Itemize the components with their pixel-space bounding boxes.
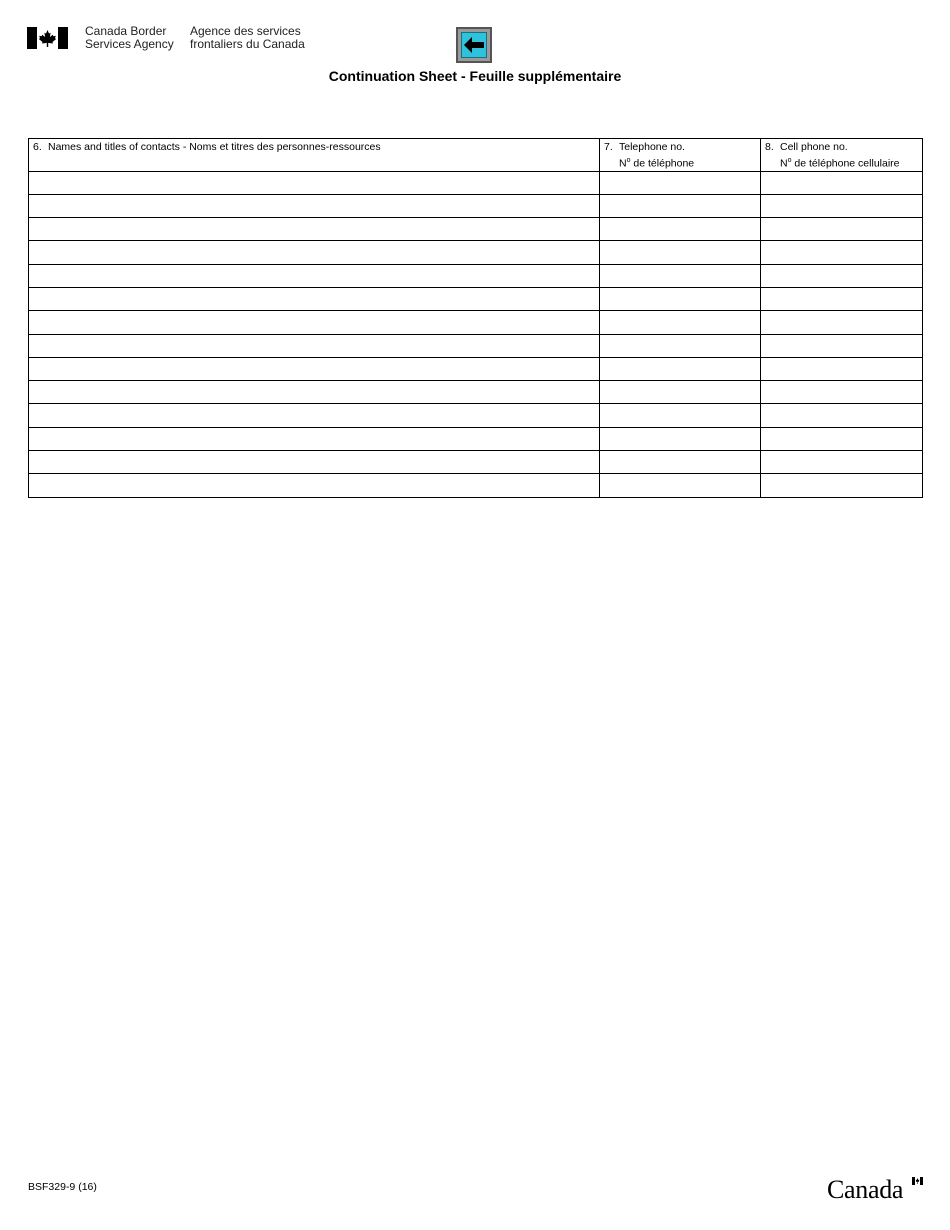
telephone-input[interactable]: [600, 428, 760, 450]
contact-name-input[interactable]: [29, 358, 599, 380]
table-cell: [29, 474, 600, 497]
contacts-table-body: [29, 171, 923, 497]
table-cell: [29, 218, 600, 241]
cell-phone-input[interactable]: [761, 288, 922, 310]
table-cell: [29, 264, 600, 287]
contact-name-input[interactable]: [29, 288, 599, 310]
table-row: [29, 357, 923, 380]
table-cell: [761, 381, 923, 404]
telephone-input[interactable]: [600, 172, 760, 194]
table-cell: [761, 334, 923, 357]
cell-phone-input[interactable]: [761, 241, 922, 263]
table-cell: [761, 287, 923, 310]
table-row: [29, 381, 923, 404]
cell-phone-input[interactable]: [761, 451, 922, 473]
telephone-input[interactable]: [600, 474, 760, 496]
table-cell: [600, 311, 761, 334]
agency-name-english: Canada Border Services Agency: [85, 24, 174, 51]
table-cell: [29, 381, 600, 404]
telephone-input[interactable]: [600, 195, 760, 217]
table-cell: [600, 451, 761, 474]
table-row: [29, 334, 923, 357]
table-cell: [761, 171, 923, 194]
table-cell: [29, 287, 600, 310]
form-number: BSF329-9 (16): [28, 1181, 97, 1193]
contacts-table: [28, 138, 923, 498]
table-cell: [761, 311, 923, 334]
table-cell: [29, 194, 600, 217]
telephone-input[interactable]: [600, 288, 760, 310]
canada-flag-icon: [27, 27, 68, 49]
telephone-input[interactable]: [600, 358, 760, 380]
table-cell: [600, 334, 761, 357]
table-row: [29, 264, 923, 287]
table-cell: [600, 474, 761, 497]
contact-name-input[interactable]: [29, 195, 599, 217]
cell-phone-input[interactable]: [761, 311, 922, 333]
table-cell: [600, 404, 761, 427]
canada-wordmark-text: Canada: [827, 1175, 904, 1204]
cell-phone-input[interactable]: [761, 335, 922, 357]
table-header-row: [29, 139, 923, 172]
table-cell: [600, 287, 761, 310]
table-row: [29, 404, 923, 427]
table-cell: [761, 474, 923, 497]
table-cell: [600, 264, 761, 287]
table-row: [29, 474, 923, 497]
telephone-input[interactable]: [600, 404, 760, 426]
table-row: [29, 427, 923, 450]
contact-name-input[interactable]: [29, 451, 599, 473]
table-cell: [29, 241, 600, 264]
form-title: Continuation Sheet - Feuille supplémentaire: [328, 68, 622, 84]
table-row: [29, 218, 923, 241]
telephone-input[interactable]: [600, 241, 760, 263]
table-cell: [600, 218, 761, 241]
contact-name-input[interactable]: [29, 381, 599, 403]
column-header-telephone: 7. Telephone no. $N^o$ de téléphone: [600, 139, 761, 172]
table-cell: [761, 404, 923, 427]
table-cell: [600, 357, 761, 380]
table-cell: [761, 264, 923, 287]
table-cell: [761, 357, 923, 380]
telephone-input[interactable]: [600, 218, 760, 240]
table-cell: [761, 194, 923, 217]
table-cell: [600, 241, 761, 264]
arrow-left-icon: [463, 36, 485, 54]
cell-phone-input[interactable]: [761, 474, 922, 496]
table-cell: [29, 171, 600, 194]
table-cell: [29, 451, 600, 474]
table-cell: [600, 171, 761, 194]
table-row: [29, 171, 923, 194]
canada-wordmark: [827, 1175, 923, 1203]
contact-name-input[interactable]: [29, 311, 599, 333]
contact-name-input[interactable]: [29, 428, 599, 450]
table-cell: [761, 218, 923, 241]
table-row: [29, 194, 923, 217]
column-header-names: 6. Names and titles of contacts - Noms et titres des personnes-ressources: [29, 139, 600, 172]
table-cell: [600, 427, 761, 450]
telephone-input[interactable]: [600, 335, 760, 357]
table-row: [29, 451, 923, 474]
cell-phone-input[interactable]: [761, 428, 922, 450]
table-cell: [600, 381, 761, 404]
agency-name-french: Agence des services frontaliers du Canada: [190, 24, 305, 51]
telephone-input[interactable]: [600, 451, 760, 473]
back-button[interactable]: [456, 27, 492, 63]
table-cell: [761, 451, 923, 474]
telephone-input[interactable]: [600, 311, 760, 333]
table-row: [29, 287, 923, 310]
table-row: [29, 241, 923, 264]
cell-phone-input[interactable]: [761, 195, 922, 217]
cell-phone-input[interactable]: [761, 172, 922, 194]
telephone-input[interactable]: [600, 381, 760, 403]
contact-name-input[interactable]: [29, 474, 599, 496]
table-cell: [761, 241, 923, 264]
table-cell: [29, 311, 600, 334]
telephone-input[interactable]: [600, 265, 760, 287]
contact-name-input[interactable]: [29, 404, 599, 426]
contact-name-input[interactable]: [29, 172, 599, 194]
contact-name-input[interactable]: [29, 265, 599, 287]
wordmark-flag-icon: [912, 1177, 923, 1185]
table-cell: [29, 334, 600, 357]
cell-phone-input[interactable]: [761, 218, 922, 240]
cell-phone-input[interactable]: [761, 381, 922, 403]
cell-phone-input[interactable]: [761, 358, 922, 380]
table-row: [29, 311, 923, 334]
cell-phone-input[interactable]: [761, 404, 922, 426]
contact-name-input[interactable]: [29, 241, 599, 263]
column-header-cell-phone: 8. Cell phone no. $N^o$ de téléphone cellulaire: [761, 139, 923, 172]
table-cell: [600, 194, 761, 217]
table-cell: [29, 404, 600, 427]
contact-name-input[interactable]: [29, 335, 599, 357]
contact-name-input[interactable]: [29, 218, 599, 240]
table-cell: [761, 427, 923, 450]
cell-phone-input[interactable]: [761, 265, 922, 287]
table-cell: [29, 357, 600, 380]
table-cell: [29, 427, 600, 450]
